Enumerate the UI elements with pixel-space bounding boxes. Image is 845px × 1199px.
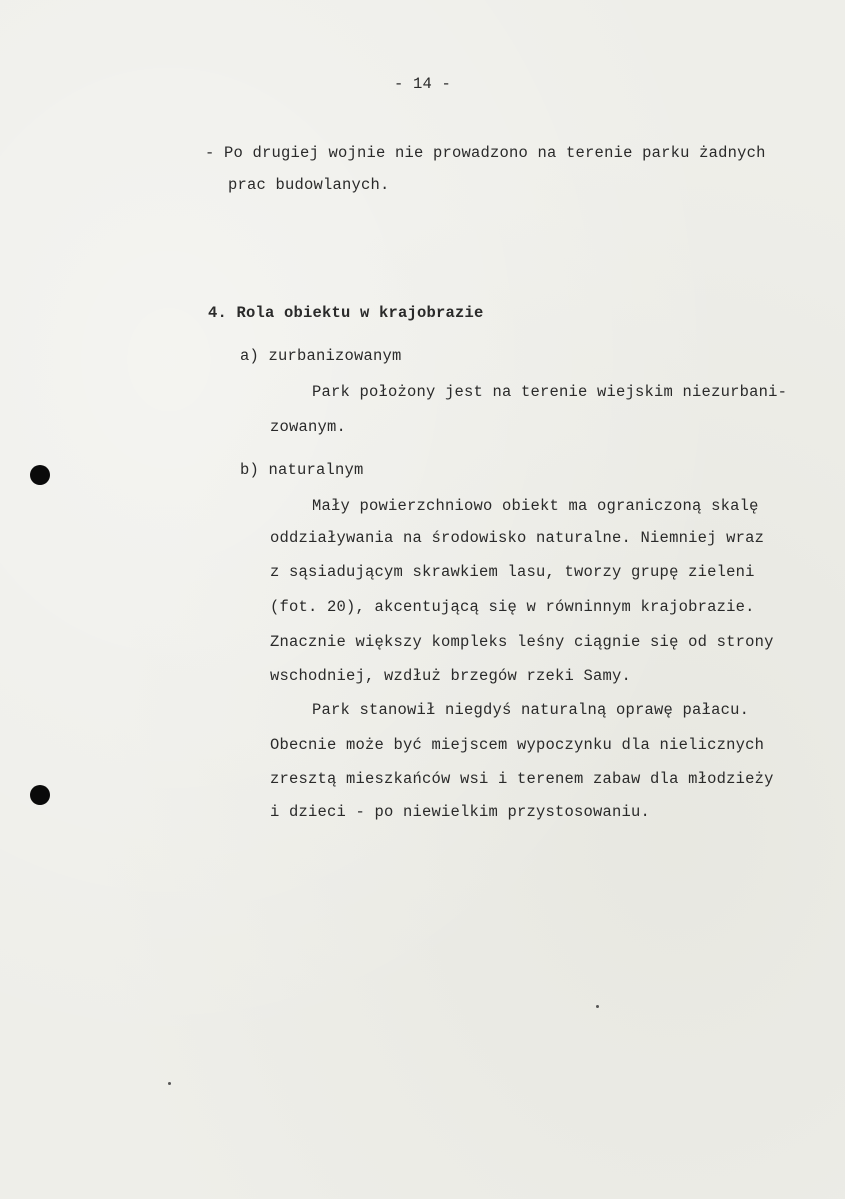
paragraph-1-line-4: (fot. 20), akcentującą się w równinnym krajobrazie. (270, 598, 755, 616)
punch-hole-bottom (30, 785, 50, 805)
intro-line-1: - Po drugiej wojnie nie prowadzono na terenie parku żadnych (205, 144, 766, 162)
paper-speck (596, 1005, 599, 1008)
paragraph-1-line-5: Znacznie większy kompleks leśny ciągnie się od strony (270, 633, 774, 651)
punch-hole-top (30, 465, 50, 485)
paragraph-2-line-3: zresztą mieszkańców wsi i terenem zabaw dla młodzieży (270, 770, 774, 788)
paper-speck (168, 1082, 171, 1085)
paragraph-1-line-2: oddziaływania na środowisko naturalne. Niemniej wraz (270, 529, 765, 547)
paragraph-1-line-3: z sąsiadującym skrawkiem lasu, tworzy grupę zieleni (270, 563, 755, 581)
subsection-a-text-2: zowanym. (270, 418, 347, 436)
subsection-a-label: a) zurbanizowanym (240, 347, 402, 365)
intro-line-2: prac budowlanych. (228, 176, 390, 194)
paragraph-2-line-4: i dzieci - po niewielkim przystosowaniu. (270, 803, 651, 821)
subsection-b-label: b) naturalnym (240, 461, 364, 479)
paragraph-2-line-2: Obecnie może być miejscem wypoczynku dla nielicznych (270, 736, 765, 754)
section-heading: 4. Rola obiektu w krajobrazie (208, 304, 484, 322)
paragraph-1-line-1: Mały powierzchniowo obiekt ma ograniczoną skalę (312, 497, 759, 515)
paragraph-1-line-6: wschodniej, wzdłuż brzegów rzeki Samy. (270, 667, 632, 685)
paragraph-2-line-1: Park stanowił niegdyś naturalną oprawę pałacu. (312, 701, 750, 719)
page-number: - 14 - (394, 75, 452, 93)
subsection-a-text-1: Park położony jest na terenie wiejskim niezurbani- (312, 383, 788, 401)
